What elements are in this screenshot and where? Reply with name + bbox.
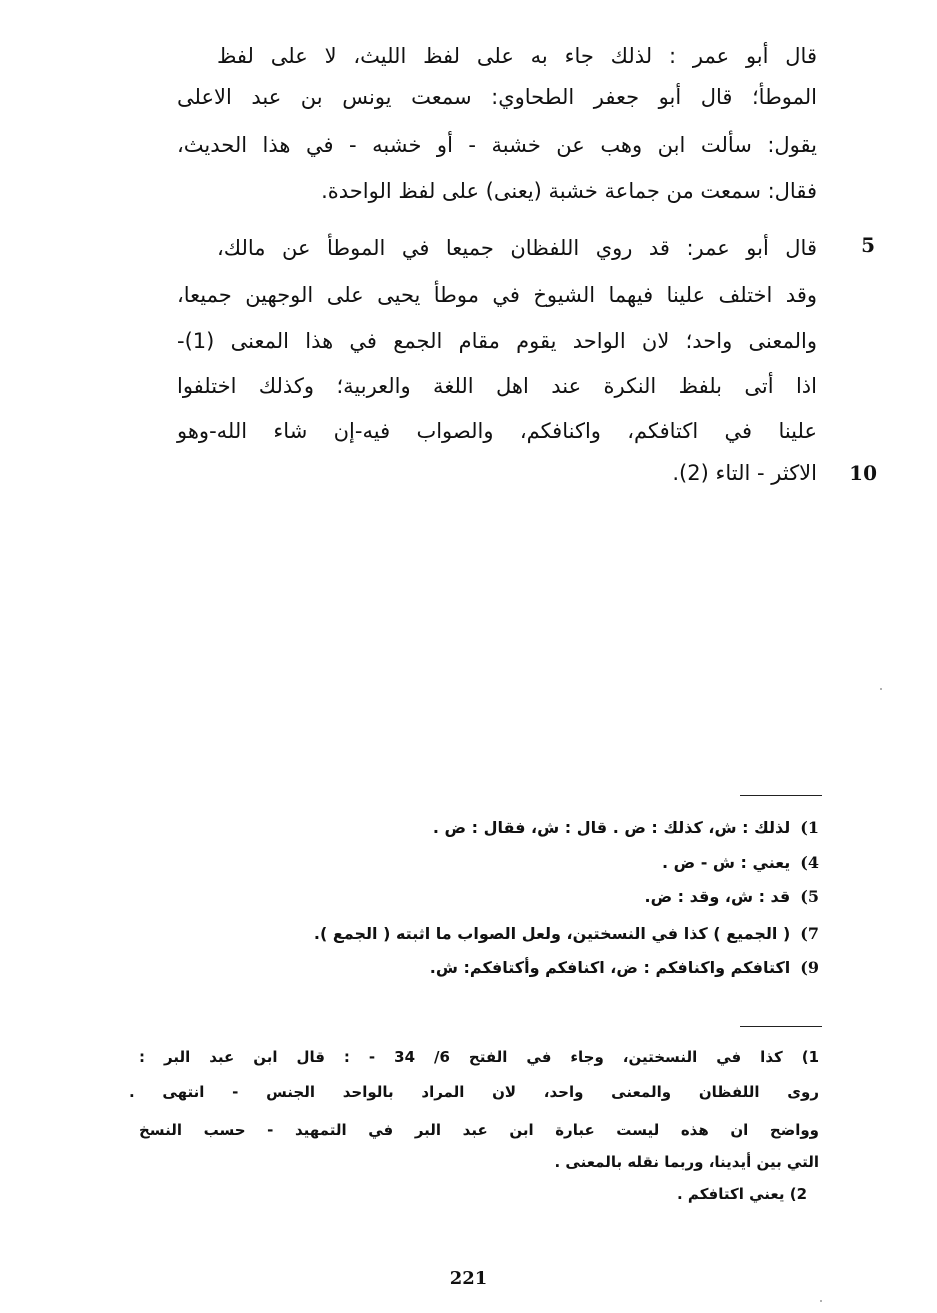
variant-note-number: 7) [800,924,819,943]
variant-note-text: يعني : ش - ض . [661,853,791,872]
footnote-separator-2 [740,1026,822,1027]
variant-note-4 [662,853,819,872]
text-line-9: علينا في اكتافكم، واكنافكم، والصواب فيه-إن شاء الله-وهو [177,419,817,443]
scan-speck [820,1300,822,1302]
text-line-3: يقول: سألت ابن وهب عن خشبة - أو خشبه - في هذا الحديث، [177,133,817,157]
scan-speck [880,688,882,690]
variant-note-9 [430,958,819,977]
text-line-5: قال أبو عمر: قد روي اللفظان جميعا في الموطأ عن مالك، [217,236,817,260]
variant-note-1 [433,818,819,837]
variant-note-text: اكتافكم واكنافكم : ض، اكنافكم وأكتافكم: ش. [429,958,791,977]
text-line-7: والمعنى واحد؛ لان الواحد يقوم مقام الجمع في هذا المعنى (1)- [177,329,817,353]
text-line-4: فقال: سمعت من جماعة خشبة (يعنى) على لفظ الواحدة. [321,179,817,203]
text-line-6: وقد اختلف علينا فيهما الشيوخ في موطأ يحيى على الوجهين جميعا، [177,283,817,307]
variant-note-text: قد : ش، وقد : ض. [644,887,791,906]
variant-note-text: لذلك : ش، كذلك : ض . قال : ش، فقال : ض . [432,818,791,837]
page-number: 221 [449,1268,488,1289]
variant-note-number: 5) [800,887,819,906]
text-line-10: الاكثر - التاء (2). [672,461,817,485]
line-number-5: 5 [861,233,875,257]
commentary-line-4: التي بين أيدينا، وربما نقله بالمعنى . [554,1153,819,1171]
text-line-2: الموطأ؛ قال أبو جعفر الطحاوي: سمعت يونس بن عبد الاعلى [177,85,817,109]
variant-note-text: ( الجميع ) كذا في النسختين، ولعل الصواب ما اثبته ( الجمع ). [313,924,791,943]
variant-note-5 [644,887,819,906]
commentary-line-3: وواضح ان هذه ليست عبارة ابن عبد البر في التمهيد - حسب النسخ [139,1121,819,1139]
line-number-10: 10 [849,461,877,485]
variant-note-number: 1) [800,818,819,837]
commentary-line-5: 2) يعني اكتافكم . [677,1185,807,1203]
text-line-8: اذا أتى بلفظ النكرة عند اهل اللغة والعربية؛ وكذلك اختلفوا [177,374,817,398]
variant-note-number: 4) [800,853,819,872]
commentary-line-2: روى اللفظان والمعنى واحد، لان المراد بالواحد الجنس - انتهى . [129,1083,819,1101]
footnote-separator-1 [740,795,822,796]
variant-note-number: 9) [800,958,819,977]
commentary-line-1: 1) كذا في النسختين، وجاء في الفتح 6/ 34 - : قال ابن عبد البر : [139,1048,819,1066]
variant-note-7 [314,924,819,943]
text-line-1: قال أبو عمر : لذلك جاء به على لفظ الليث، لا على لفظ [217,44,817,68]
